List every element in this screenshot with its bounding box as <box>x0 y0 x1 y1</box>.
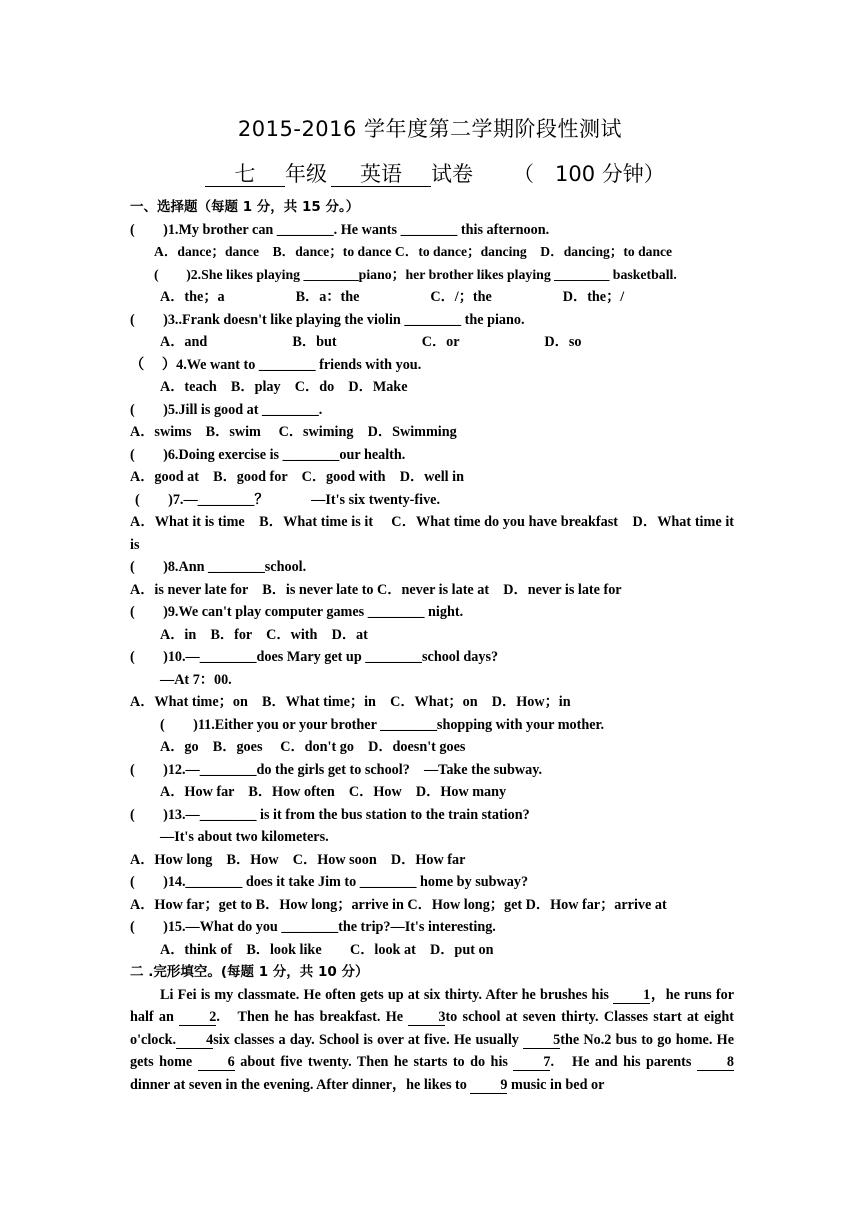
option-line: A．What it is time B．What time is it C．What time do you have breakfast D．What time it is <box>130 514 734 553</box>
passage-text: ，he runs for half an <box>130 986 734 1025</box>
option-line: A．teach B．play C．do D．Make <box>160 379 408 395</box>
section-heading-choice: 一、选择题（每题 1 分，共 15 分。） <box>130 199 360 215</box>
question-line: ( )2.She likes playing ________piano；her brother likes playing ________ basketball. <box>154 266 677 282</box>
passage-text: dinner at seven in the evening. After dinner，he likes to <box>130 1076 471 1093</box>
passage-text: the No.2 bus to go home. He gets home <box>130 1031 734 1070</box>
option-line: A．What time；on B．What time；in C．What；on D．How；in <box>130 694 571 710</box>
cloze-blank: 9 <box>470 1077 507 1094</box>
option-line: A．and B．but C．or D．so <box>160 334 582 350</box>
cloze-blank: 8 <box>697 1054 734 1071</box>
passage-text: to school at seven thirty. Classes start at eight o'clock. <box>130 1009 735 1048</box>
passage-text: . He and his parents <box>550 1054 697 1070</box>
question-line: ( )5.Jill is good at ________. <box>130 401 323 418</box>
question-line: ( )15.—What do you ________the trip?—It's interesting. <box>130 919 496 935</box>
question-line: ( )14.________ does it take Jim to ________ home by subway? <box>130 874 529 890</box>
option-line: A．How far；get to B．How long；arrive in C．How long；get D．How far；arrive at <box>130 896 667 913</box>
passage-text: six classes a day. School is over at five. He usually <box>213 1031 524 1048</box>
question-line: ( )10.—________does Mary get up ________school days? <box>130 649 499 665</box>
passage-text: . Then he has breakfast. He <box>216 1009 409 1025</box>
option-line: A．go B．goes C．don't go D．doesn't goes <box>160 739 466 755</box>
option-line: A．How far B．How often C．How D．How many <box>160 784 507 800</box>
passage-text: about five twenty. Then he starts to do his <box>234 1054 514 1070</box>
question-line: （ ）4.We want to ________ friends with you. <box>130 356 422 373</box>
question-line: ( )3..Frank doesn't like playing the violin ________ the piano. <box>130 311 525 328</box>
cloze-blank: 6 <box>198 1054 235 1071</box>
exam-subtitle <box>205 158 665 188</box>
option-line: A．the；a B．a：the C．/；the D．the；/ <box>160 289 625 305</box>
cloze-blank: 4 <box>176 1032 213 1049</box>
option-line: A．think of B．look like C．look at D．put on <box>160 941 494 958</box>
option-line: A．dance；dance B．dance；to dance C．to dance；dancing D．dancing；to dance <box>154 244 673 259</box>
passage-text: Li Fei is my classmate. He often gets up at six thirty. After he brushes his <box>160 986 614 1003</box>
option-line: A．good at B．good for C．good with D．well in <box>130 469 464 485</box>
exam-content <box>130 196 734 1096</box>
option-line: A．swims B．swim C．swiming D．Swimming <box>130 424 457 440</box>
grade-suffix: 年级 <box>285 162 327 186</box>
exam-title: 2015-2016 学年度第二学期阶段性测试 <box>237 117 623 141</box>
subject-value: 英语 <box>331 162 431 187</box>
option-line: A．How long B．How C．How soon D．How far <box>130 851 466 868</box>
cloze-blank: 5 <box>523 1032 560 1049</box>
cloze-blank: 7 <box>513 1054 550 1071</box>
exam-duration: （ 100 分钟） <box>513 162 665 186</box>
question-line: ( )9.We can't play computer games ________ night. <box>130 604 464 620</box>
answer-line: —It's about two kilometers. <box>160 829 329 845</box>
question-line: ( )13.—________ is it from the bus station to the train station? <box>130 806 530 823</box>
section-heading-cloze: 二 .完形填空。(每题 1 分，共 10 分） <box>130 964 369 980</box>
question-line: ( )12.—________do the girls get to school? —Take the subway. <box>130 761 543 778</box>
question-line: ( )1.My brother can ________. He wants ________ this afternoon. <box>130 221 550 238</box>
question-line: ( )6.Doing exercise is ________our health. <box>130 446 406 463</box>
grade-value: 七 <box>205 162 285 187</box>
cloze-blank: 1 <box>613 987 650 1004</box>
option-line: A．in B．for C．with D．at <box>160 626 368 643</box>
option-line: A．is never late for B．is never late to C．never is late at D．never is late for <box>130 581 622 598</box>
cloze-blank: 3 <box>408 1009 445 1026</box>
paper-label: 试卷 <box>431 162 473 186</box>
question-line: ( )8.Ann ________school. <box>130 559 307 575</box>
answer-line: —At 7：00. <box>160 671 232 688</box>
passage-text: music in bed or <box>507 1076 605 1093</box>
cloze-blank: 2 <box>179 1009 216 1026</box>
cloze-passage <box>130 984 734 1097</box>
question-line: ( )7.—________？ —It's six twenty-five. <box>135 491 441 508</box>
question-line: ( )11.Either you or your brother ________shopping with your mother. <box>160 716 605 733</box>
